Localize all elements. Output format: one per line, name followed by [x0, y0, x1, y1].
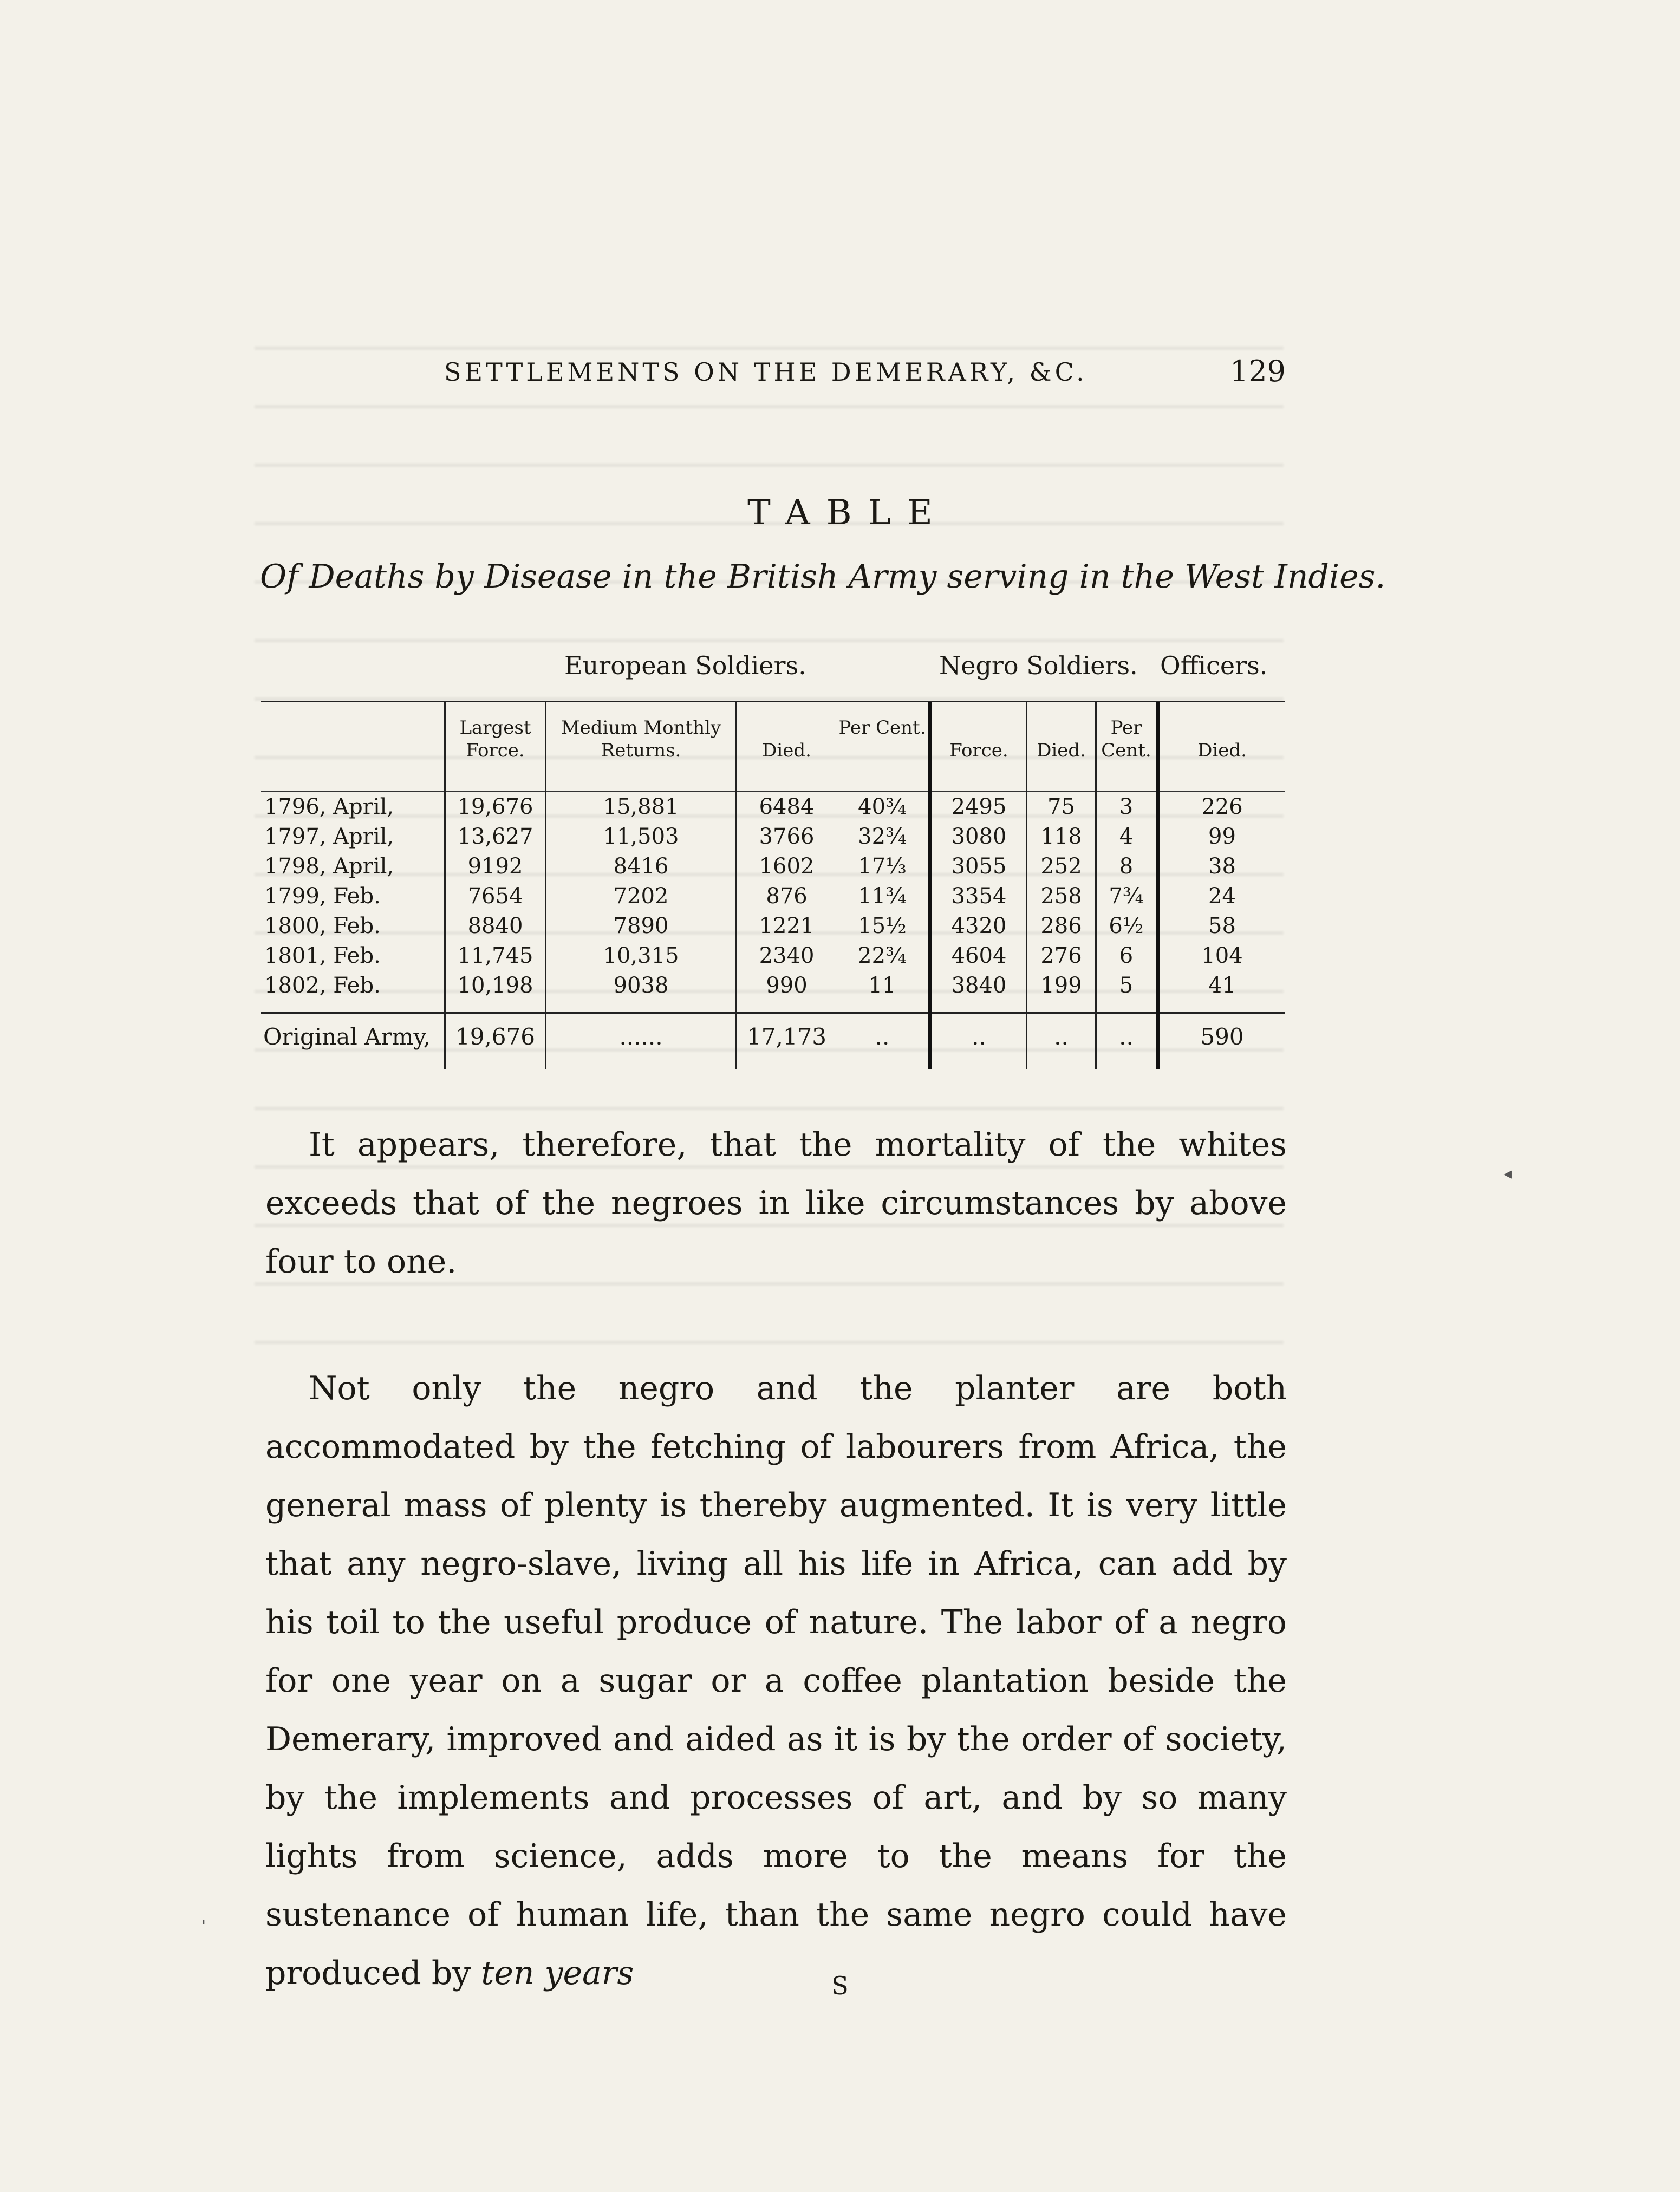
paragraph-labour-italic: ten years — [481, 1954, 634, 1992]
table-cell: 6484 — [759, 794, 815, 819]
table-cell: 1602 — [759, 854, 815, 879]
total-cell: .. — [932, 1012, 1026, 1060]
table-cell: 1799, Feb. — [264, 884, 381, 909]
table-cell: 17⅓ — [858, 854, 907, 879]
table-cell: 15,881 — [603, 794, 679, 819]
table-cell: 1798, April, — [264, 854, 394, 879]
table-cell: 8840 — [467, 914, 523, 938]
column-cells — [446, 791, 545, 1007]
table-cell: 990 — [766, 973, 808, 998]
table-cell: 1802, Feb. — [264, 973, 381, 998]
table-cell: 252 — [1040, 854, 1082, 879]
table-cell: 24 — [1208, 884, 1236, 909]
table-cell: 38 — [1208, 854, 1236, 879]
column-cells — [261, 791, 444, 1007]
table-cell: 6½ — [1109, 914, 1144, 938]
column-header: Died. — [1037, 740, 1086, 761]
page-number: 129 — [1229, 354, 1286, 388]
total-cell: 19,676 — [446, 1012, 545, 1060]
column-cells — [737, 791, 836, 1007]
table-cell: 58 — [1208, 914, 1236, 938]
col-largest-force — [444, 702, 545, 1069]
col-medium-monthly-returns — [545, 702, 735, 1069]
total-cell: 590 — [1160, 1012, 1285, 1060]
table-cell: 32¾ — [858, 824, 907, 849]
table-cell: 5 — [1119, 973, 1134, 998]
table-cell: 1796, April, — [264, 794, 394, 819]
table-cell: 1221 — [759, 914, 815, 938]
table-cell: 7890 — [613, 914, 669, 938]
table-cell: 2495 — [951, 794, 1007, 819]
table-cell: 7654 — [467, 884, 523, 909]
col-eu-per-cent — [836, 702, 928, 1069]
total-cell: .. — [836, 1012, 928, 1060]
table-cell: 258 — [1040, 884, 1082, 909]
group-header-european: European Soldiers. — [564, 651, 806, 680]
table-columns — [261, 701, 1285, 1069]
table-cell: 40¾ — [858, 794, 907, 819]
column-cells — [1160, 791, 1285, 1007]
group-header-officers: Officers. — [1160, 651, 1268, 680]
table-cell: 6 — [1119, 943, 1134, 968]
table-cell: 99 — [1208, 824, 1236, 849]
table-cell: 11,745 — [457, 943, 533, 968]
table-cell: 3354 — [951, 884, 1007, 909]
table-cell: 8 — [1119, 854, 1134, 879]
table-title: TABLE — [747, 493, 949, 533]
total-cell: 17,173 — [737, 1012, 836, 1060]
paragraph-labour-text: Not only the negro and the planter are both accommodated by the fetching of labourers from Africa, the general mass of plenty is thereby augmented. It is very little that any negro-slave, living all his life in Africa, can add by his toil to the useful produce of nature. The labor of a negro for one year on a sugar or a coffee plantation beside the Demerary, improved and aided as it is by the order of society, by the implements and processes of art, and by so many lights from science, adds more to the means for the sustenance of human life, than the same negro could have produced by — [265, 1369, 1287, 1992]
table-cell: 3840 — [951, 973, 1007, 998]
page-header — [265, 354, 1286, 395]
table-cell: 19,676 — [457, 794, 533, 819]
column-header: Medium Monthly Returns. — [561, 717, 721, 761]
total-cell: ...... — [546, 1012, 735, 1060]
table-cell: 226 — [1201, 794, 1243, 819]
table-cell: 876 — [766, 884, 808, 909]
table-cell: 1800, Feb. — [264, 914, 381, 938]
table-cell: 199 — [1040, 973, 1082, 998]
table-subtitle: Of Deaths by Disease in the British Army serving in the West Indies. — [260, 558, 1386, 596]
table-cell: 3055 — [951, 854, 1007, 879]
table-cell: 7¾ — [1109, 884, 1144, 909]
table-cell: 41 — [1208, 973, 1236, 998]
col-ng-per-cent — [1095, 702, 1156, 1069]
table-cell: 3080 — [951, 824, 1007, 849]
total-cell: .. — [1027, 1012, 1095, 1060]
table-cell: 11 — [868, 973, 896, 998]
table-cell: 104 — [1201, 943, 1243, 968]
paragraph-labour — [265, 1359, 1287, 2002]
column-header: Force. — [949, 740, 1008, 761]
column-cells — [932, 791, 1026, 1007]
total-cell: Original Army, — [261, 1012, 444, 1060]
col-ng-died — [1026, 702, 1095, 1069]
column-cells — [1097, 791, 1156, 1007]
table-cell: 22¾ — [858, 943, 907, 968]
table-cell: 4320 — [951, 914, 1007, 938]
printer-speck: ' — [201, 1917, 206, 1936]
signature-mark: S — [831, 1971, 849, 2000]
col-eu-died — [735, 702, 836, 1069]
col-ng-force — [928, 702, 1026, 1069]
mortality-table — [261, 651, 1285, 1073]
total-cell: .. — [1097, 1012, 1156, 1060]
table-cell: 7202 — [613, 884, 669, 909]
table-cell: 15½ — [858, 914, 907, 938]
column-cells — [546, 791, 735, 1007]
table-cell: 2340 — [759, 943, 815, 968]
column-header: Largest Force. — [459, 717, 531, 761]
col-officers-died — [1156, 702, 1285, 1069]
table-cell: 118 — [1040, 824, 1082, 849]
table-cell: 1801, Feb. — [264, 943, 381, 968]
table-cell: 13,627 — [457, 824, 533, 849]
column-header: Died. — [1197, 740, 1247, 761]
col-period — [261, 702, 444, 1069]
table-cell: 286 — [1040, 914, 1082, 938]
column-header: Per Cent. — [1101, 717, 1151, 761]
running-head: SETTLEMENTS ON THE DEMERARY, &C. — [444, 357, 1088, 387]
column-cells — [1027, 791, 1095, 1007]
table-cell: 3 — [1119, 794, 1134, 819]
column-header: Died. — [762, 740, 811, 761]
table-cell: 75 — [1047, 794, 1075, 819]
table-cell: 1797, April, — [264, 824, 394, 849]
table-cell: 276 — [1040, 943, 1082, 968]
column-cells — [836, 791, 928, 1007]
table-cell: 10,198 — [457, 973, 533, 998]
table-cell: 4604 — [951, 943, 1007, 968]
table-cell: 8416 — [613, 854, 669, 879]
table-cell: 3766 — [759, 824, 815, 849]
table-cell: 11,503 — [603, 824, 679, 849]
group-header-negro: Negro Soldiers. — [939, 651, 1138, 680]
column-header: Per Cent. — [838, 717, 926, 739]
table-cell: 9192 — [467, 854, 523, 879]
paragraph-conclusion: It appears, therefore, that the mortality of the whites exceeds that of the negroes in like circumstances by above four to one. — [265, 1126, 1287, 1281]
table-cell: 10,315 — [603, 943, 679, 968]
table-cell: 9038 — [613, 973, 669, 998]
table-cell: 11¾ — [858, 884, 907, 909]
table-cell: 4 — [1119, 824, 1134, 849]
printer-speck: ◂ — [1503, 1164, 1512, 1183]
